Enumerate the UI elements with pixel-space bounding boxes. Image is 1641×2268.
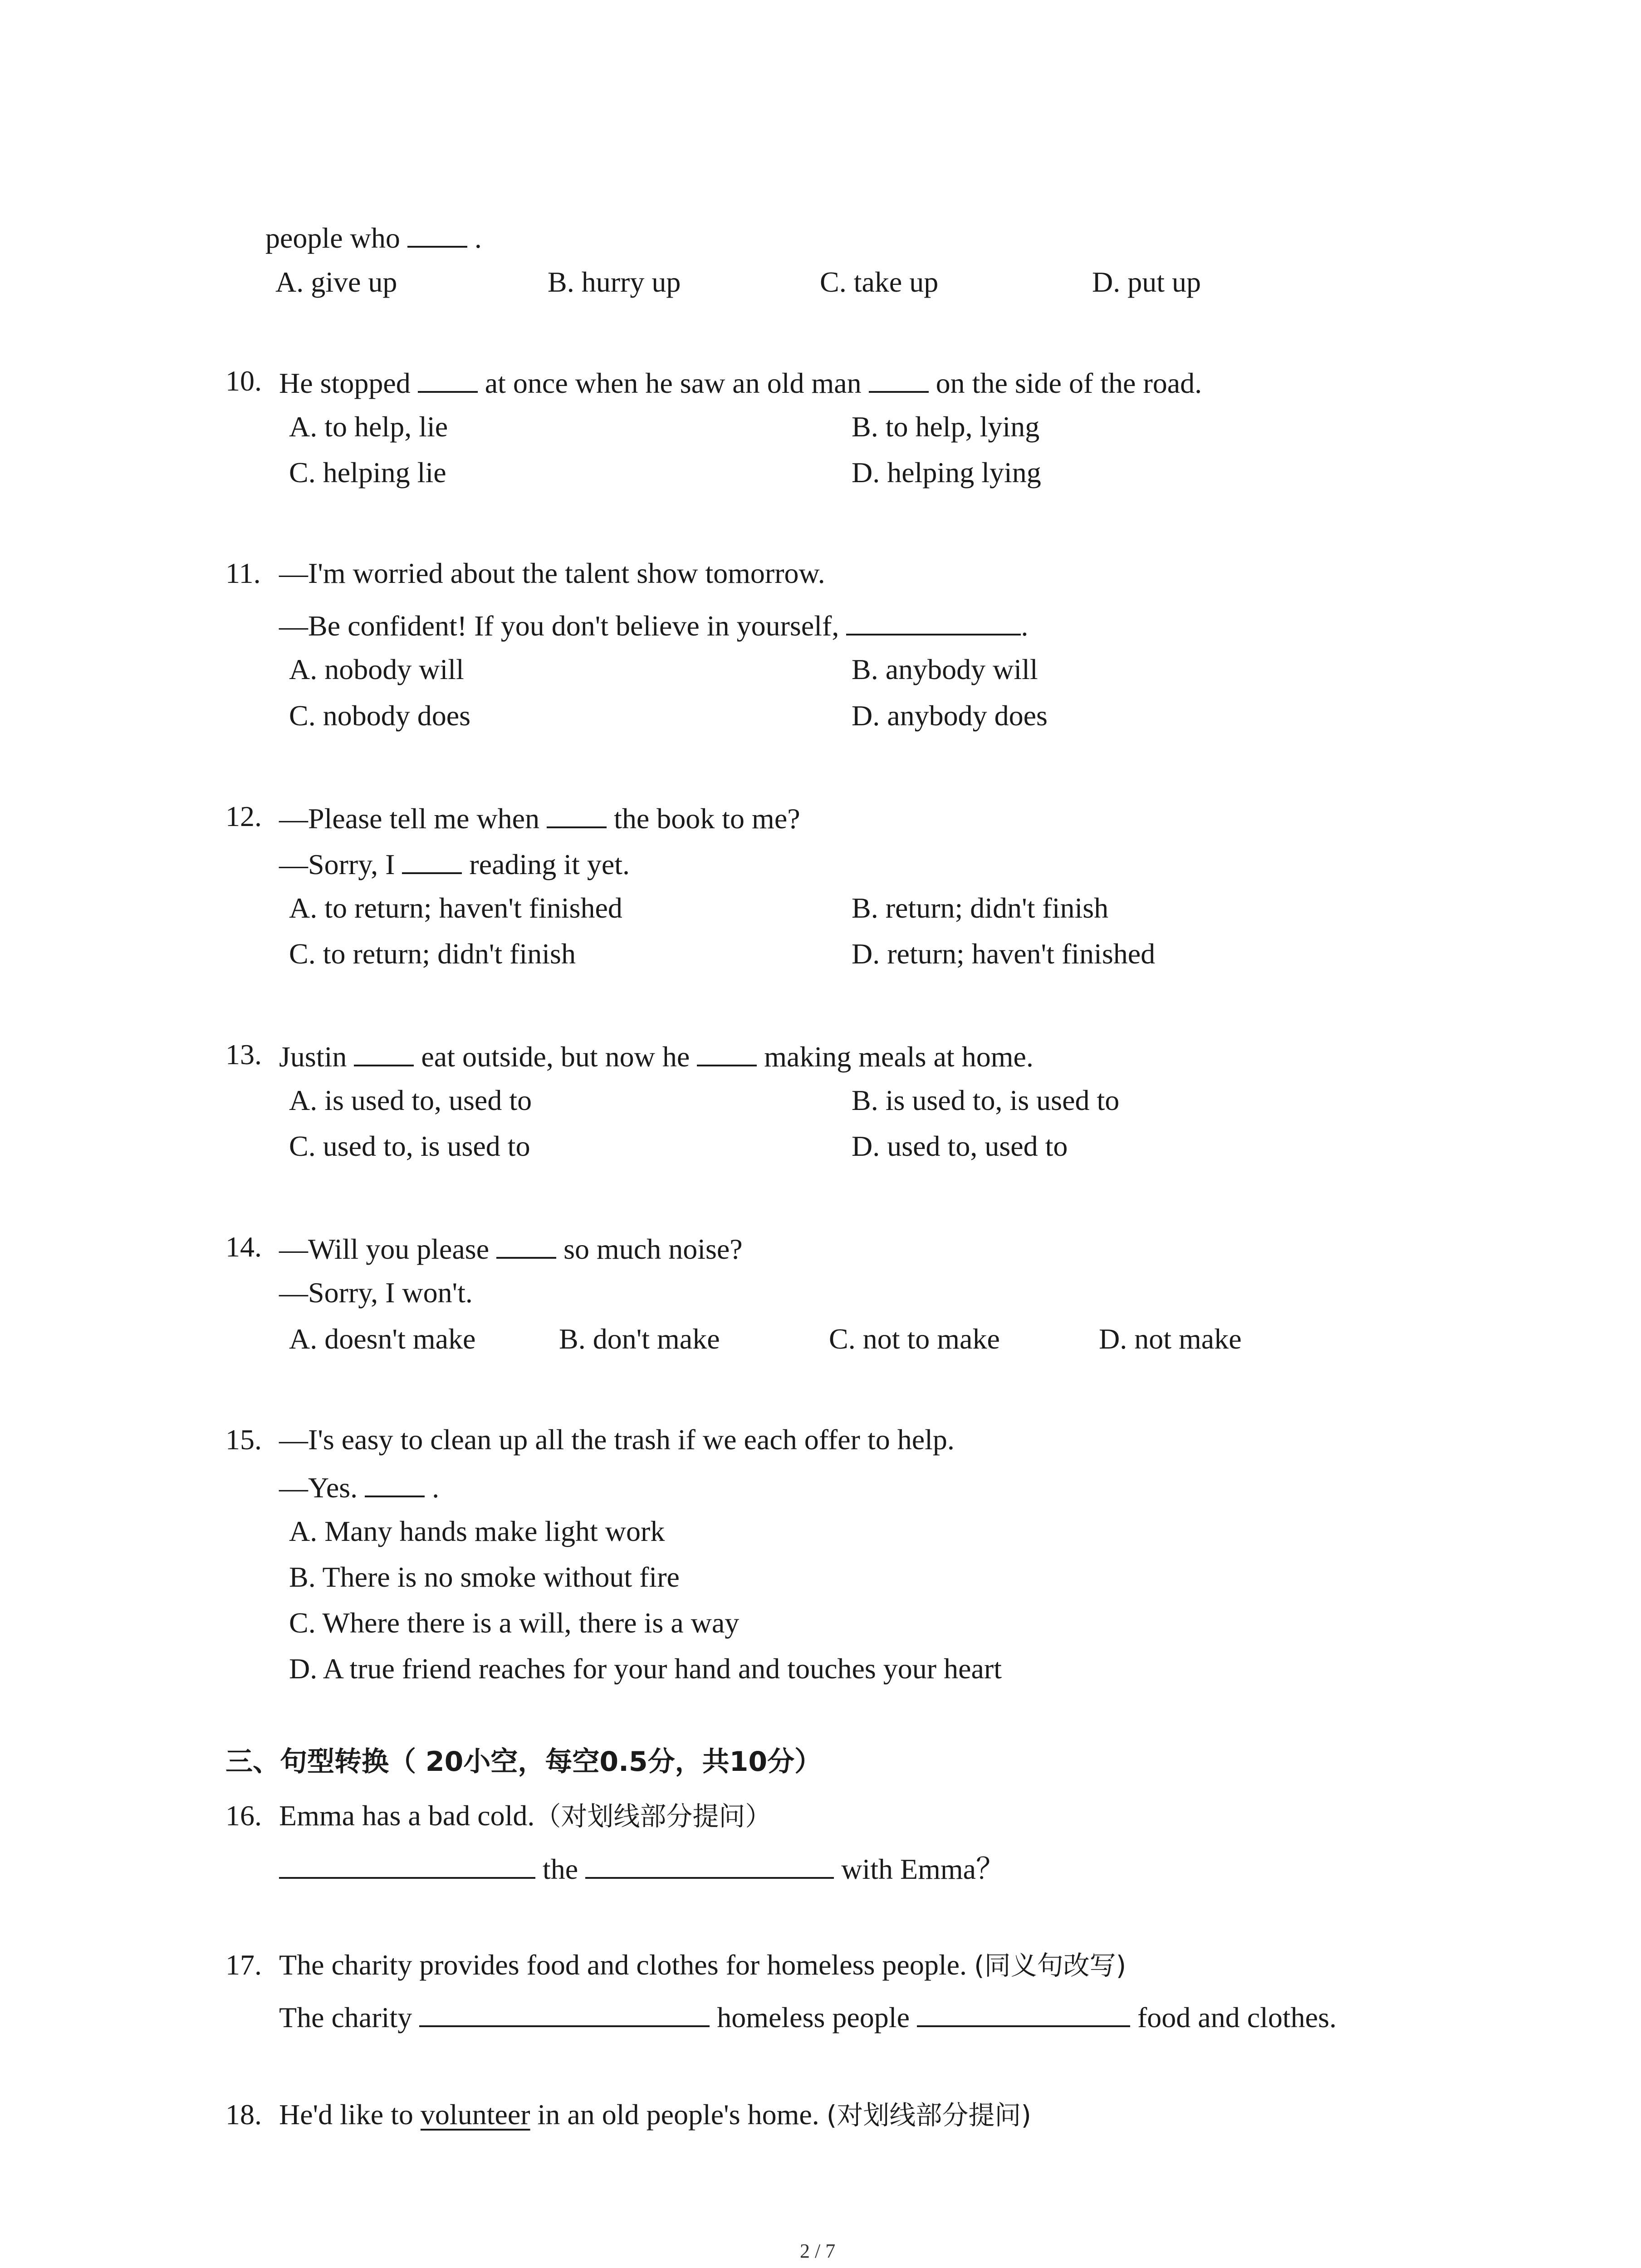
answer-blank <box>585 1849 834 1879</box>
q12-option-b: B. return; didn't finish <box>852 892 1109 924</box>
q9-stem-end: . <box>467 222 482 254</box>
q17-sentence-text: The charity provides food and clothes for homeless people. <box>279 1949 967 1981</box>
q17-number: 17. <box>225 1949 262 1981</box>
answer-blank <box>869 363 929 393</box>
q12-line1 <box>279 798 800 837</box>
q12-option-c: C. to return; didn't finish <box>289 938 576 970</box>
answer-blank <box>365 1467 425 1497</box>
q18-underlined-word: volunteer <box>420 2098 530 2131</box>
answer-blank <box>279 1849 535 1879</box>
q11-option-b: B. anybody will <box>852 653 1038 685</box>
q17-answer-line <box>279 1997 1337 2036</box>
answer-blank <box>496 1229 556 1259</box>
q14-line1b: so much noise? <box>563 1233 743 1265</box>
q13-part3: making meals at home. <box>764 1041 1034 1073</box>
q12-option-d: D. return; haven't finished <box>852 938 1156 970</box>
q11-line2-text: —Be confident! If you don't believe in yourself, <box>279 610 839 642</box>
q11-option-c: C. nobody does <box>289 699 470 732</box>
q12-line1a: —Please tell me when <box>279 802 540 835</box>
q13-stem <box>279 1036 1034 1075</box>
q11-option-a: A. nobody will <box>289 653 464 685</box>
q10-option-d: D. helping lying <box>852 456 1041 489</box>
q11-number: 11. <box>225 557 261 589</box>
q12-number: 12. <box>225 800 262 832</box>
q11-line1: —I'm worried about the talent show tomorrow. <box>279 557 825 589</box>
answer-blank <box>418 363 478 393</box>
q16-answer-line <box>279 1849 1005 1887</box>
q15-line2a: —Yes. <box>279 1471 358 1504</box>
q10-option-a: A. to help, lie <box>289 411 448 443</box>
q17-answer-start: The charity <box>279 2001 412 2033</box>
q15-number: 15. <box>225 1423 262 1456</box>
q15-line2b: . <box>425 1471 440 1504</box>
q9-option-a: A. give up <box>275 266 397 298</box>
q18-sentence <box>279 2097 1031 2133</box>
q14-option-a: A. doesn't make <box>289 1323 476 1355</box>
q9-option-c: C. take up <box>820 266 939 298</box>
q10-part1: He stopped <box>279 367 411 399</box>
answer-blank <box>846 606 1021 635</box>
q10-stem <box>279 363 1202 401</box>
q13-option-c: C. used to, is used to <box>289 1130 530 1162</box>
q16-answer-end: with Emma？ <box>841 1853 1005 1885</box>
q9-stem <box>265 218 482 256</box>
q17-instruction: (同义句改写) <box>974 1950 1127 1981</box>
answer-blank <box>419 1997 710 2027</box>
q13-option-a: A. is used to, used to <box>289 1084 532 1116</box>
q10-part3: on the side of the road. <box>936 367 1202 399</box>
q9-stem-text: people who <box>265 222 400 254</box>
q15-option-c: C. Where there is a will, there is a way <box>289 1607 740 1639</box>
q12-line1b: the book to me? <box>614 802 800 835</box>
q15-option-b: B. There is no smoke without fire <box>289 1561 680 1593</box>
q16-sentence-text: Emma has a bad cold. <box>279 1799 535 1832</box>
q13-option-b: B. is used to, is used to <box>852 1084 1120 1116</box>
q18-number: 18. <box>225 2098 262 2131</box>
q12-line2a: —Sorry, I <box>279 848 395 880</box>
page-number: 2 / 7 <box>800 2240 836 2262</box>
q18-instruction: (对划线部分提问) <box>826 2100 1032 2131</box>
answer-blank <box>354 1036 414 1066</box>
q15-line1: —I's easy to clean up all the trash if we each offer to help. <box>279 1423 955 1456</box>
q16-answer-mid: the <box>543 1853 578 1885</box>
section-heading: 三、句型转换（ 20小空，每空0.5分，共10分） <box>225 1746 822 1778</box>
q13-option-d: D. used to, used to <box>852 1130 1068 1162</box>
q12-line2 <box>279 844 630 883</box>
q14-option-c: C. not to make <box>829 1323 1000 1355</box>
q13-number: 13. <box>225 1038 262 1070</box>
q10-number: 10. <box>225 365 262 397</box>
q17-sentence <box>279 1947 1126 1984</box>
q18-before: He'd like to <box>279 2098 413 2131</box>
q16-instruction: （对划线部分提问） <box>534 1801 772 1832</box>
answer-blank <box>697 1036 757 1066</box>
q14-line2: —Sorry, I won't. <box>279 1276 473 1309</box>
q14-line1a: —Will you please <box>279 1233 490 1265</box>
q17-answer-mid: homeless people <box>717 2001 910 2033</box>
q11-option-d: D. anybody does <box>852 699 1048 732</box>
q15-option-a: A. Many hands make light work <box>289 1515 665 1547</box>
answer-blank <box>917 1997 1130 2027</box>
q18-after: in an old people's home. <box>537 2098 819 2131</box>
q12-option-a: A. to return; haven't finished <box>289 892 622 924</box>
answer-blank <box>547 798 607 828</box>
q15-option-d: D. A true friend reaches for your hand and touches your heart <box>289 1652 1002 1685</box>
q14-option-b: B. don't make <box>559 1323 720 1355</box>
q11-line2 <box>279 606 1028 644</box>
q9-option-d: D. put up <box>1092 266 1201 298</box>
q12-line2b: reading it yet. <box>469 848 630 880</box>
q10-option-b: B. to help, lying <box>852 411 1040 443</box>
q14-line1 <box>279 1229 743 1267</box>
q14-number: 14. <box>225 1231 262 1263</box>
q10-part2: at once when he saw an old man <box>485 367 862 399</box>
q13-part2: eat outside, but now he <box>421 1041 690 1073</box>
answer-blank <box>402 844 462 874</box>
q9-option-b: B. hurry up <box>548 266 681 298</box>
q14-option-d: D. not make <box>1099 1323 1242 1355</box>
q16-number: 16. <box>225 1799 262 1832</box>
q16-sentence <box>279 1798 771 1834</box>
q17-answer-end: food and clothes. <box>1137 2001 1337 2033</box>
q13-part1: Justin <box>279 1041 347 1073</box>
answer-blank <box>407 218 467 248</box>
q11-line2-end: . <box>1021 610 1029 642</box>
q10-option-c: C. helping lie <box>289 456 446 489</box>
q15-line2 <box>279 1467 439 1506</box>
